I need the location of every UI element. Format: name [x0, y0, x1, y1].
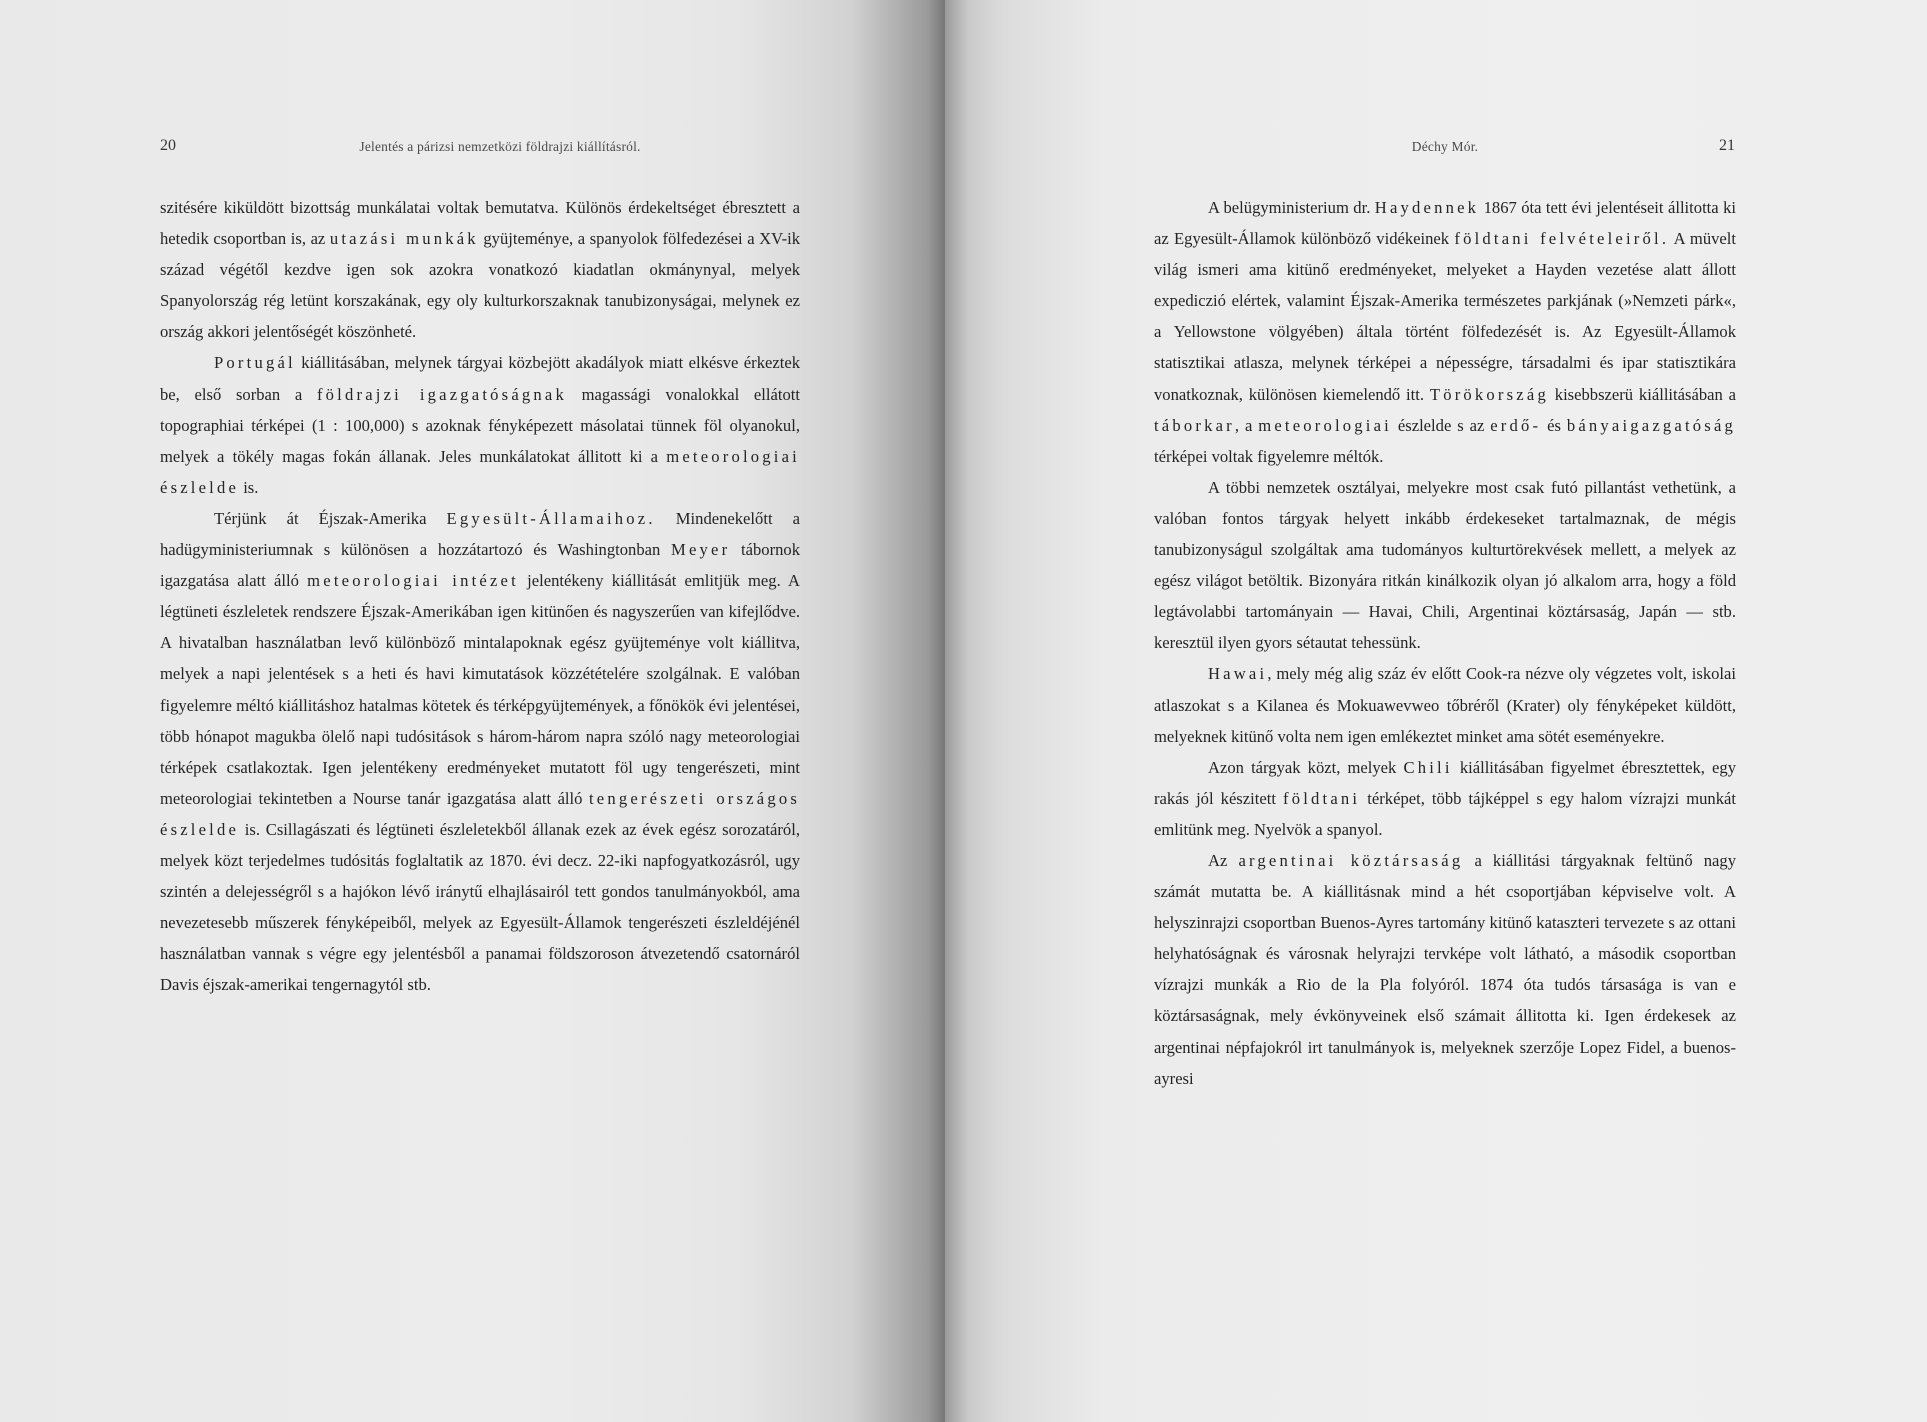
text-segment: Térjünk át Éjszak-Amerika [214, 508, 447, 528]
emphasized-text: tengerészeti országos észlelde [160, 788, 800, 839]
left-page-header [160, 137, 800, 161]
emphasized-text: utazási munkák [329, 229, 479, 249]
text-segment: Azon tárgyak közt, melyek [1208, 757, 1404, 777]
text-segment: , mely még alig száz év előtt Cook-ra nézve oly végzetes volt, iskolai atlaszokat s a Kilanea és Mokuawevweo tőbréről (Krater) oly fényképeket küldött, melyeknek kitünő volta nem igen emlékeztet minket ama sötét eseményekre. [1154, 664, 1736, 746]
emphasized-text: Hawai [1208, 664, 1268, 684]
text-segment: 1867 óta tett évi jelentéseit állitotta ki az Egyesült-Államok különböző vidékeinek [1154, 198, 1736, 249]
right-page-header [1155, 137, 1735, 161]
text-segment: kiállitásában figyelmet ébresztettek, egy rakás jól készitett [1154, 757, 1736, 808]
text-segment: észlelde s az [1391, 415, 1491, 435]
emphasized-text: argentinai köztársaság [1238, 850, 1464, 870]
right-page-body [1154, 192, 1736, 1094]
text-segment: a kiállitási tárgyaknak feltünő nagy számát mutatta be. A kiállitásnak mind a hét csoportjában képviselve volt. A helyszinrajzi csoportban Buenos-Ayres tartomány kitünő kataszteri tervezete s az ottani helyhatóságnak és városnak helyrajzi tervképe volt látható, a második csoportban vízrajzi munkák a Rio de la Pla folyóról. 1874 óta tudós társasága is van e köztársaságnak, mely évkönyveinek első számait állitotta ki. Igen érdekesek az argentinai népfajokról irt tanulmányok is, melyeknek szerzője Lopez Fidel, a buenos-ayresi [1154, 850, 1736, 1088]
text-segment: Az [1208, 850, 1239, 870]
emphasized-text: Portugál [214, 353, 296, 373]
emphasized-text: táborkar [1154, 415, 1235, 435]
emphasized-text: meteorologiai intézet [307, 571, 519, 591]
text-segment: magassági vonalokkal ellátott topographiai térképei (1 : 100,000) s azoknak fényképezett másolatai tünnek föl olyanokul, melyek a tökély magas fokán állanak. Jeles munkálatokat állitott ki a [160, 384, 800, 466]
text-segment: A müvelt világ ismeri ama kitünő eredményeket, melyeket a Hayden vezetése alatt állott expediczió elértek, valamint Éjszak-Amerika természetes parkjának (»Nemzeti párk«, a Yellowstone völgyében) általa történt fölfedezését is. Az Egyesült-Államok statisztikai atlasza, melynek térképei a népességre, társadalmi és ipar statisztikára vonatkoznak, különösen kiemelendő itt. [1154, 229, 1737, 404]
text-segment: A többi nemzetek osztályai, melyekre most csak futó pillantást vethetünk, a valóban fontos tárgyak helyett inkább érdekeseket tartalmaznak, de mégis tanubizonyságul szolgáltak ama tudományos kulturtörekvések mellett, a melyek az egész világot betöltik. Bizonyára ritkán kinálkozik olyan jó alkalom arra, hogy a föld legtávolabbi tartományain — Havai, Chili, Argentinai köztársaság, Japán — stb. keresztül ilyen gyors sétautat tehessünk. [1154, 477, 1736, 653]
emphasized-text: földtani [1283, 788, 1361, 808]
text-segment: jelentékeny kiállitását emlitjük meg. A légtüneti észleletek rendszere Éjszak-Amerikában igen kitünően és nagyszerűen van kifejlődve. A hivatalban használatban levő különböző mintalapoknak egész gyüjteménye volt kiállitva, melyek a napi jelentések s a heti és havi kimutatások közzétételére szolgálnak. E valóban figyelemre méltó kiállitáshoz hatalmas kötetek és térképgyüjtemények, a főnökök évi jelentései, több hónapot magukba ölelő napi tudósitások s három-három napra szóló nagy meteorologiai térképek csatlakoztak. Igen jelentékeny eredményeket mutatott föl ugy tengerészeti, mint meteorologiai tekintetben a Nourse tanár igazgatása alatt álló [160, 571, 800, 808]
text-segment: , a [1234, 415, 1259, 435]
text-segment: Mindenekelőtt a hadügyministeriumnak s különösen a hozzátartozó és Washingtonban [160, 508, 800, 560]
emphasized-text: földtani felvételeiről. [1454, 229, 1670, 249]
text-segment: is. [239, 477, 259, 497]
text-segment: is. Csillagászati és légtüneti észleletekből állanak ezek az évek egész sorozatáról, melyek közt terjedelmes tudósitás foglaltatik az 1870. évi decz. 22-iki napfogyatkozásról, ugy szintén a delejességről s a hajókon lévő iránytű elhajlásairól tett gondos tanulmányokból, ama nevezetesebb műszerek fényképeiből, melyek az Egyesült-Államok tengerészeti észleldéjénél használatban vannak s végre egy jelentésből a panamai földszoroson átvezetendő csatornáról Davis éjszak-amerikai tengernagytól stb. [160, 819, 800, 995]
left-page-body [160, 192, 800, 1000]
paragraph [1154, 658, 1736, 751]
right-page [945, 0, 1927, 1422]
emphasized-text: meteorologiai észlelde [160, 446, 800, 497]
emphasized-text: földrajzi igazgatóságnak [316, 384, 567, 404]
text-segment: A belügyministerium dr. [1208, 198, 1375, 217]
text-segment: szitésére kiküldött bizottság munkálatai voltak bemutatva. Különös érdekeltséget ébresztett a hetedik csoportban is, az [160, 198, 800, 249]
emphasized-text: bányaigazgatóság [1566, 415, 1737, 435]
running-head: Jelentés a párizsi nemzetközi földrajzi kiállításról. [359, 139, 641, 154]
text-segment: kisebbszerü kiállitásában a [1548, 384, 1736, 404]
emphasized-text: Haydennek [1374, 198, 1480, 217]
paragraph [160, 347, 800, 502]
text-segment: és [1541, 415, 1567, 435]
emphasized-text: Meyer [671, 540, 731, 560]
running-head: Déchy Mór. [1411, 139, 1479, 154]
paragraph [160, 192, 800, 347]
emphasized-text: Egyesült-Államaihoz. [446, 508, 656, 528]
text-segment: térképei voltak figyelemre méltók. [1154, 446, 1384, 466]
paragraph [1154, 472, 1736, 659]
page-number: 20 [160, 137, 176, 154]
emphasized-text: Chili [1403, 757, 1453, 777]
text-segment: gyüjteménye, a spanyolok fölfedezései a XV-ik század végétől kezdve igen sok azokra vonatkozó kiadatlan okmánynyal, melyek Spanyolország rég letünt korszakának, egy oly kulturkorszaknak tanubizonyságai, melynek ez ország akkori jelentőségét köszönheté. [160, 229, 801, 342]
paragraph [1154, 845, 1736, 1094]
emphasized-text: Törökország [1429, 384, 1549, 404]
text-segment: kiállitásában, melynek tárgyai közbejött akadályok miatt elkésve érkeztek be, első sorban a [160, 353, 800, 404]
text-segment: tábornok igazgatása alatt álló [160, 540, 800, 591]
text-segment: térképet, több tájképpel s egy halom vízrajzi munkát emlitünk meg. Nyelvök a spanyol. [1154, 788, 1736, 839]
page-number: 21 [1719, 137, 1735, 154]
paragraph [1154, 752, 1736, 845]
left-page [0, 0, 945, 1422]
paragraph [160, 503, 800, 1001]
emphasized-text: erdő- [1490, 415, 1542, 435]
paragraph [1154, 192, 1736, 472]
emphasized-text: meteorologiai [1258, 415, 1392, 435]
